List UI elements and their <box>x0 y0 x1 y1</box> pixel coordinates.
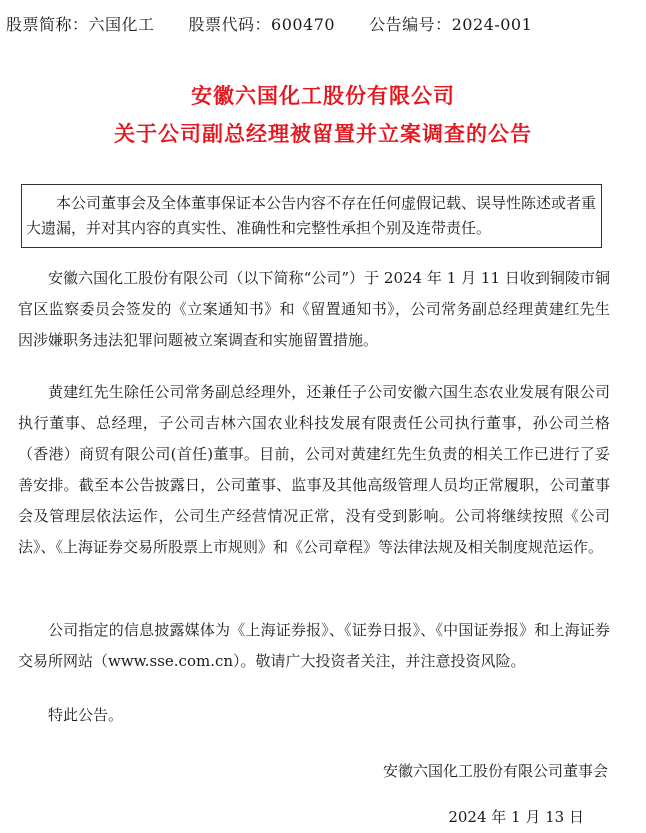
paragraph-closing: 特此公告。 <box>48 706 124 724</box>
announcement-header <box>6 12 626 35</box>
signature: 安徽六国化工股份有限公司董事会 <box>382 762 608 780</box>
date: 2024 年 1 月 13 日 <box>448 808 584 826</box>
stock-code: 股票代码：600470 <box>188 15 336 34</box>
stock-name: 股票简称：六国化工 <box>6 15 155 34</box>
notice-number: 公告编号：2024-001 <box>369 15 533 34</box>
paragraph-media: 公司指定的信息披露媒体为《上海证券报》、《证券日报》、《中国证券报》和上海证券交易所网站（www.sse.com.cn）。敬请广大投资者关注，并注意投资风险。 <box>18 621 610 670</box>
notice-title: 关于公司副总经理被留置并立案调查的公告 <box>114 121 532 146</box>
disclaimer-box: 本公司董事会及全体董事保证本公告内容不存在任何虚假记载、误导性陈述或者重大遗漏，并对其内容的真实性、准确性和完整性承担个别及连带责任。 <box>21 184 602 248</box>
paragraph-positions: 黄建红先生除任公司常务副总经理外，还兼任子公司安徽六国生态农业发展有限公司执行董事、总经理，子公司吉林六国农业科技发展有限责任公司执行董事，孙公司兰格（香港）商贸有限公司(首任)董事。目前，公司对黄建红先生负责的相关工作已进行了妥善安排。截至本公告披露日，公司董事、监事及其他高级管理人员均正常履职，公司董事会及管理层依法运作，公司生产经营情况正常，没有受到影响。公司将继续按照《公司法》、《上海证券交易所股票上市规则》和《公司章程》等法律法规及相关制度规范运作。 <box>18 383 610 556</box>
company-title: 安徽六国化工股份有限公司 <box>191 83 455 108</box>
paragraph-investigation: 安徽六国化工股份有限公司（以下简称“公司”）于 2024 年 1 月 11 日收到铜陵市铜官区监察委员会签发的《立案通知书》和《留置通知书》，公司常务副总经理黄建红先生因涉嫌职务违法犯罪问题被立案调查和实施留置措施。 <box>18 269 610 349</box>
